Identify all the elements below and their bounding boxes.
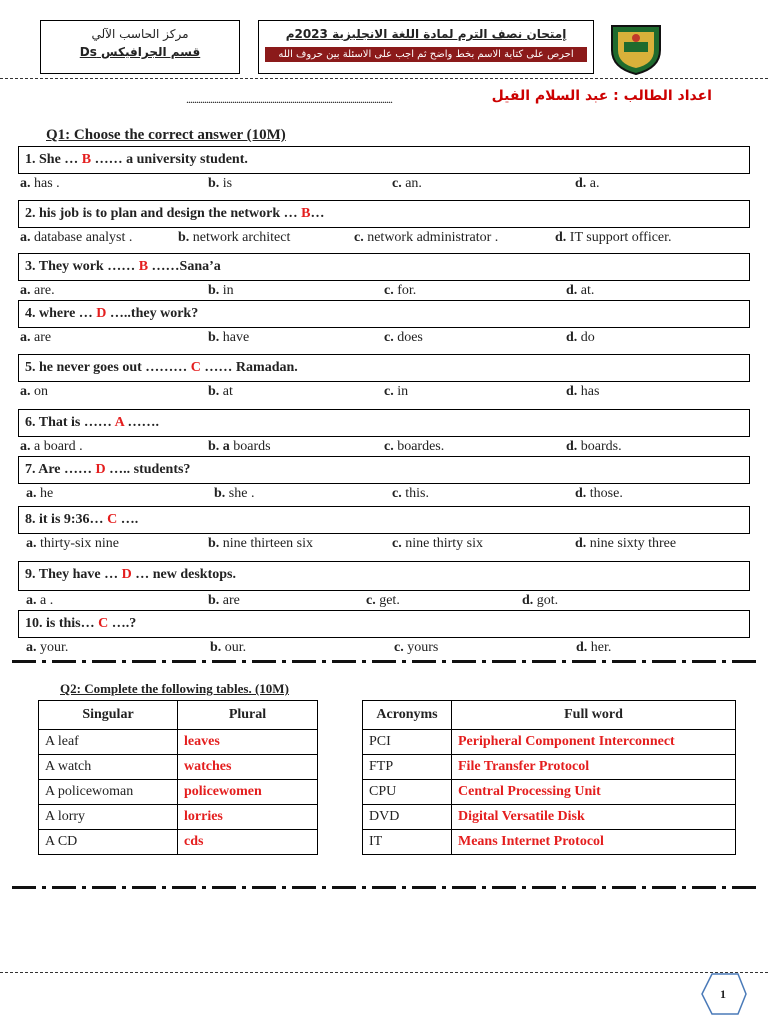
acronyms-table	[362, 700, 736, 855]
table-cell-term: FTP	[363, 755, 452, 780]
option-d	[575, 486, 623, 502]
table-cell-term: A lorry	[39, 805, 178, 830]
question-text: 1. She …	[25, 152, 82, 167]
option-text: yours	[407, 640, 439, 655]
question-answer: C	[107, 512, 118, 527]
table-cell-term: IT	[363, 830, 452, 855]
option-text: are	[222, 593, 240, 608]
option-text: do	[580, 330, 595, 345]
option-d	[566, 283, 594, 299]
option-letter: a.	[20, 439, 31, 454]
question-text-end: ….	[117, 512, 139, 527]
option-letter: b.	[208, 176, 220, 191]
option-text: an.	[405, 176, 422, 191]
option-letter: d.	[566, 330, 578, 345]
option-letter: d.	[555, 230, 567, 245]
option-b	[210, 640, 246, 656]
option-letter: c.	[392, 536, 402, 551]
page-number: 1	[720, 987, 726, 1001]
question-4	[18, 300, 750, 328]
option-letter: a.	[20, 230, 31, 245]
table-row	[39, 805, 318, 830]
option-d	[576, 640, 611, 656]
option-letter: d.	[576, 640, 588, 655]
option-text: nine sixty three	[589, 536, 677, 551]
option-letter: d.	[566, 283, 578, 298]
q2-title: Q2: Complete the following tables. (10M)	[60, 681, 289, 696]
option-text: our.	[224, 640, 247, 655]
singular-plural-table	[38, 700, 318, 855]
option-letter: b.	[208, 384, 220, 399]
option-c	[366, 593, 400, 609]
option-letter: b.	[208, 536, 220, 551]
question-text-end: … new desktops.	[131, 567, 236, 582]
option-letter: a.	[26, 593, 37, 608]
option-letter: a.	[26, 486, 37, 501]
table-cell-answer: File Transfer Protocol	[452, 755, 736, 780]
q1-title: Q1: Choose the correct answer (10M)	[46, 127, 286, 143]
option-b	[208, 593, 240, 609]
question-9	[18, 561, 750, 591]
option-letter: b.	[208, 283, 220, 298]
option-c	[392, 176, 422, 192]
option-c	[392, 536, 483, 552]
option-letter: b.	[178, 230, 190, 245]
option-text: database analyst .	[34, 230, 133, 245]
option-text: in	[397, 384, 409, 399]
question-answer: C	[190, 360, 201, 375]
option-b	[208, 536, 313, 552]
option-a	[26, 593, 53, 609]
option-letter: d.	[575, 176, 587, 191]
question-answer: D	[95, 462, 106, 477]
question-text-end: ….?	[108, 616, 137, 631]
option-text: has .	[34, 176, 60, 191]
option-d	[566, 384, 599, 400]
option-c	[392, 486, 429, 502]
table-row	[363, 780, 736, 805]
option-letter: c.	[394, 640, 404, 655]
question-answer: D	[96, 306, 107, 321]
option-a	[20, 439, 83, 455]
option-letter: a.	[26, 640, 37, 655]
option-letter: c.	[384, 283, 394, 298]
option-text: your.	[40, 640, 69, 655]
option-c	[384, 384, 408, 400]
option-b	[208, 439, 271, 455]
option-d	[555, 230, 672, 246]
option-letter: c.	[384, 384, 394, 399]
table-row	[363, 730, 736, 755]
table2-header-fullword: Full word	[452, 701, 736, 730]
question-answer: B	[81, 152, 92, 167]
option-a	[26, 640, 68, 656]
option-letter: b.	[208, 330, 220, 345]
option-text: boardes.	[397, 439, 445, 454]
question-answer: B	[138, 259, 149, 274]
table-row	[39, 830, 318, 855]
option-letter: b.	[210, 640, 222, 655]
question-7	[18, 456, 750, 484]
table-cell-answer: lorries	[178, 805, 318, 830]
option-text: has	[580, 384, 600, 399]
option-text: boards	[233, 439, 271, 454]
option-letter: a.	[20, 384, 31, 399]
option-text: network architect	[192, 230, 291, 245]
option-letter: c.	[392, 486, 402, 501]
question-6	[18, 409, 750, 437]
table-cell-answer: Peripheral Component Interconnect	[452, 730, 736, 755]
table-row	[363, 830, 736, 855]
table2-header-acronyms: Acronyms	[363, 701, 452, 730]
question-text: 10. is this…	[25, 616, 99, 631]
option-letter: d.	[566, 439, 578, 454]
table-cell-term: A CD	[39, 830, 178, 855]
table1-header-singular: Singular	[39, 701, 178, 730]
option-c	[394, 640, 438, 656]
option-letter: d.	[522, 593, 534, 608]
table-cell-answer: leaves	[178, 730, 318, 755]
table1-header-plural: Plural	[178, 701, 318, 730]
table-cell-answer: Means Internet Protocol	[452, 830, 736, 855]
question-5	[18, 354, 750, 382]
question-text: 7. Are ……	[25, 462, 96, 477]
table-cell-term: DVD	[363, 805, 452, 830]
option-a	[26, 486, 53, 502]
option-letter: c.	[384, 330, 394, 345]
exam-title: إمتحان نصف الترم لمادة اللغة الانجليزية 2023م	[285, 27, 567, 41]
option-text: does	[397, 330, 423, 345]
option-c	[384, 283, 416, 299]
question-answer: C	[98, 616, 109, 631]
option-text: he	[40, 486, 54, 501]
option-c	[384, 439, 444, 455]
option-b	[178, 230, 290, 246]
option-b	[208, 330, 249, 346]
table-row	[363, 805, 736, 830]
table-cell-term: A policewoman	[39, 780, 178, 805]
option-letter: a.	[20, 330, 31, 345]
question-3	[18, 253, 750, 281]
option-letter: d.	[575, 536, 587, 551]
option-text: a .	[40, 593, 54, 608]
question-text: 4. where …	[25, 306, 97, 321]
table-cell-term: PCI	[363, 730, 452, 755]
option-text: at	[222, 384, 233, 399]
option-a	[20, 176, 60, 192]
option-a	[20, 230, 132, 246]
option-text: get.	[379, 593, 400, 608]
table-row	[363, 755, 736, 780]
option-d	[575, 536, 676, 552]
table-cell-answer: Central Processing Unit	[452, 780, 736, 805]
question-text: 5. he never goes out ………	[25, 360, 191, 375]
option-letter: c.	[384, 439, 394, 454]
question-text-end: …….	[123, 415, 159, 430]
question-answer: A	[114, 415, 124, 430]
option-b	[208, 176, 232, 192]
option-a	[26, 536, 119, 552]
option-c	[384, 330, 423, 346]
option-text: boards.	[580, 439, 622, 454]
section-separator	[12, 660, 756, 663]
header-divider	[0, 78, 768, 79]
option-text: network administrator .	[367, 230, 499, 245]
table-cell-answer: policewomen	[178, 780, 318, 805]
option-letter: a.	[20, 176, 31, 191]
exam-title-box	[258, 20, 594, 74]
option-b	[214, 486, 254, 502]
question-text: 2. his job is to plan and design the network …	[25, 206, 302, 221]
question-10	[18, 610, 750, 638]
question-text-end: …… a university student.	[91, 152, 248, 167]
question-text-end: …	[310, 206, 325, 221]
option-text: a.	[589, 176, 600, 191]
option-text: a board .	[34, 439, 83, 454]
table-cell-answer: cds	[178, 830, 318, 855]
option-letter: b.	[208, 593, 220, 608]
table-cell-answer: watches	[178, 755, 318, 780]
option-letter: b. a	[208, 439, 230, 454]
table-row	[39, 730, 318, 755]
table-cell-term: A leaf	[39, 730, 178, 755]
option-letter: a.	[26, 536, 37, 551]
option-text: those.	[589, 486, 623, 501]
exam-instruction: احرص على كتابة الاسم بخط واضح ثم اجب على الاسئلة بين حروف الله	[265, 47, 587, 62]
question-text: 6. That is ……	[25, 415, 115, 430]
question-text-end: …..they work?	[106, 306, 199, 321]
option-text: thirty-six nine	[40, 536, 119, 551]
university-logo	[606, 20, 666, 76]
option-letter: b.	[214, 486, 226, 501]
option-text: her.	[590, 640, 612, 655]
option-text: this.	[405, 486, 429, 501]
option-a	[20, 283, 55, 299]
option-text: have	[222, 330, 250, 345]
option-text: is	[222, 176, 233, 191]
option-d	[566, 439, 622, 455]
question-2	[18, 200, 750, 228]
option-letter: d.	[566, 384, 578, 399]
option-text: she .	[228, 486, 255, 501]
table-cell-term: CPU	[363, 780, 452, 805]
center-box	[40, 20, 240, 74]
option-letter: c.	[366, 593, 376, 608]
option-letter: a.	[20, 283, 31, 298]
option-a	[20, 384, 48, 400]
question-1	[18, 146, 750, 174]
option-b	[208, 283, 234, 299]
option-text: nine thirty six	[405, 536, 483, 551]
option-text: nine thirteen six	[222, 536, 313, 551]
question-answer: B	[301, 206, 311, 221]
option-text: for.	[397, 283, 417, 298]
question-answer: D	[121, 567, 132, 582]
option-c	[354, 230, 498, 246]
department-name: قسم الجرافيكس Ds	[79, 45, 201, 59]
option-letter: c.	[392, 176, 402, 191]
question-text-end: ….. students?	[105, 462, 191, 477]
option-d	[522, 593, 558, 609]
option-text: on	[34, 384, 48, 399]
option-text: IT support officer.	[569, 230, 672, 245]
table-row	[39, 755, 318, 780]
option-text: at.	[580, 283, 595, 298]
option-text: are.	[34, 283, 55, 298]
option-text: in	[222, 283, 234, 298]
option-text: got.	[536, 593, 559, 608]
question-text-end: …… Ramadan.	[200, 360, 298, 375]
option-b	[208, 384, 233, 400]
question-8	[18, 506, 750, 534]
question-text: 9. They have …	[25, 567, 122, 582]
table-cell-answer: Digital Versatile Disk	[452, 805, 736, 830]
page-number-badge	[698, 970, 748, 1018]
section-separator-bottom	[12, 886, 756, 889]
footer-divider	[0, 972, 768, 973]
option-letter: d.	[575, 486, 587, 501]
option-a	[20, 330, 51, 346]
question-text: 8. it is 9:36…	[25, 512, 108, 527]
student-dots: .......................................................................................................	[186, 92, 392, 106]
question-text-end: ……Sana’a	[148, 259, 221, 274]
table-row	[39, 780, 318, 805]
option-letter: c.	[354, 230, 364, 245]
student-name: اعداد الطالب : عبد السلام الفيل	[491, 88, 712, 104]
option-d	[575, 176, 600, 192]
option-d	[566, 330, 595, 346]
question-text: 3. They work ……	[25, 259, 139, 274]
table-cell-term: A watch	[39, 755, 178, 780]
center-name: مركز الحاسب الآلي	[91, 27, 189, 41]
option-text: are	[34, 330, 52, 345]
